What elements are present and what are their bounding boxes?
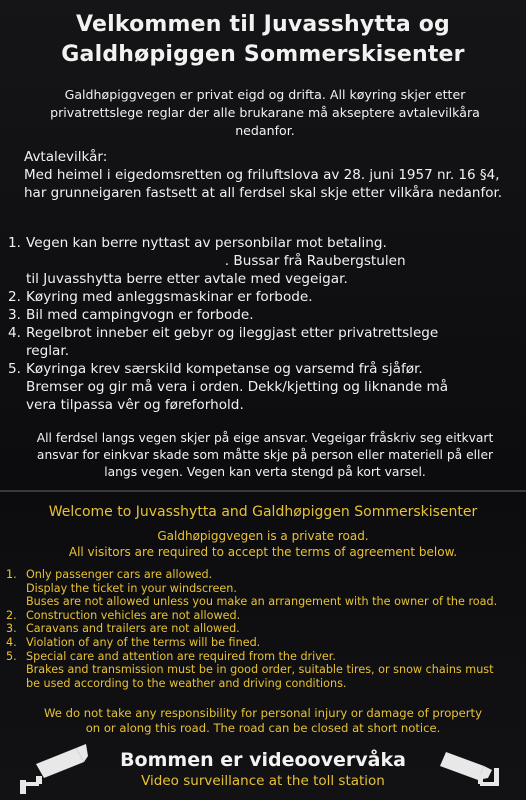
list-line: Regelbrot inneber eit gebyr og ileggjast etter privatrettslege bbox=[26, 325, 439, 341]
list-line: . Bussar frå Raubergstulen bbox=[26, 253, 406, 269]
english-intro bbox=[30, 528, 496, 560]
list-line: Bil med campingvogn er forbode. bbox=[26, 307, 254, 323]
english-intro-line: Galdhøpiggvegen is a private road. bbox=[157, 529, 369, 543]
english-footer bbox=[40, 706, 486, 736]
list-number: 4. bbox=[8, 325, 21, 341]
list-line: Bremser og gir må vera i orden. Dekk/kjetting og liknande må bbox=[26, 379, 449, 395]
list-line: Only passenger cars are allowed. bbox=[26, 568, 213, 581]
terms-body: Med heimel i eigedomsretten og friluftslova av 28. juni 1957 nr. 16 §4, har grunneigaren fastsett at all ferdsel skal skje etter vilkåra nedanfor. bbox=[24, 167, 503, 201]
list-number: 2. bbox=[8, 289, 21, 305]
list-item bbox=[6, 622, 522, 636]
list-number: 5. bbox=[8, 361, 21, 377]
list-line: til Juvasshytta berre etter avtale med vegeigar. bbox=[26, 271, 348, 287]
list-line: Køyringa krev særskild kompetanse og varsemd frå sjåfør. bbox=[26, 361, 423, 377]
list-item bbox=[6, 650, 522, 691]
list-line: Buses are not allowed unless you make an arrangement with the owner of the road. bbox=[26, 595, 498, 609]
list-number: 5. bbox=[6, 649, 17, 663]
english-footer-line: We do not take any responsibility for personal injury or damage of property bbox=[44, 706, 482, 720]
list-line: Køyring med anleggsmaskinar er forbode. bbox=[26, 289, 313, 305]
english-title: Welcome to Juvasshytta and Galdhøpiggen Sommerskisenter bbox=[48, 504, 478, 520]
list-number: 4. bbox=[6, 635, 17, 649]
list-line: be used according to the weather and driving conditions. bbox=[26, 676, 347, 690]
norwegian-footer: All ferdsel langs vegen skjer på eige ansvar. Vegeigar fråskriv seg eitkvart ansvar for einkvar skade som måtte skje på person eller materiell på eller langs vegen. Vegen kan verta stengd på kort varsel. bbox=[36, 431, 494, 479]
list-number: 2. bbox=[6, 608, 17, 622]
surveillance-subtitle: Video surveillance at the toll station bbox=[141, 773, 385, 789]
list-line: Caravans and trailers are not allowed. bbox=[26, 622, 240, 636]
section-divider bbox=[0, 490, 526, 492]
english-rules-list bbox=[6, 568, 522, 690]
terms-heading: Avtalevilkår: bbox=[24, 149, 108, 165]
list-item bbox=[6, 568, 522, 609]
list-line: Construction vehicles are not allowed. bbox=[26, 608, 241, 622]
sign-title-line2: Galdhøpiggen Sommerskisenter bbox=[61, 42, 465, 67]
list-number: 1. bbox=[8, 235, 21, 251]
english-footer-line: on or along this road. The road can be closed at short notice. bbox=[85, 721, 441, 735]
list-line: Special care and attention are required from the driver. bbox=[26, 649, 336, 663]
surveillance-title: Bommen er videoovervåka bbox=[120, 749, 406, 771]
list-item bbox=[8, 234, 518, 288]
list-line: Vegen kan berre nyttast av personbilar mot betaling. bbox=[26, 235, 387, 251]
list-number: 3. bbox=[6, 622, 17, 636]
list-item bbox=[6, 636, 522, 650]
sign-title-line1: Velkommen til Juvasshytta og bbox=[75, 12, 450, 37]
list-line: reglar. bbox=[26, 343, 70, 359]
english-intro-line: All visitors are required to accept the terms of agreement below. bbox=[68, 545, 458, 559]
list-line: vera tilpassa vêr og føreforhold. bbox=[26, 397, 244, 413]
list-item bbox=[8, 360, 518, 414]
list-item bbox=[8, 288, 518, 306]
list-item bbox=[6, 609, 522, 623]
list-line: Brakes and transmission must be in good order, suitable tires, or snow chains must bbox=[26, 663, 494, 677]
list-number: 3. bbox=[8, 307, 21, 323]
list-line: Violation of any of the terms will be fined. bbox=[26, 635, 261, 649]
list-line: Display the ticket in your windscreen. bbox=[26, 581, 237, 595]
list-number: 1. bbox=[6, 568, 17, 581]
norwegian-rules-list bbox=[8, 234, 518, 414]
norwegian-intro: Galdhøpiggvegen er privat eigd og drifta. All køyring skjer etter privatrettslege reglar der alle brukarane må akseptere avtalevilkåra nedanfor. bbox=[50, 87, 480, 138]
list-item bbox=[8, 324, 518, 360]
list-item bbox=[8, 306, 518, 324]
